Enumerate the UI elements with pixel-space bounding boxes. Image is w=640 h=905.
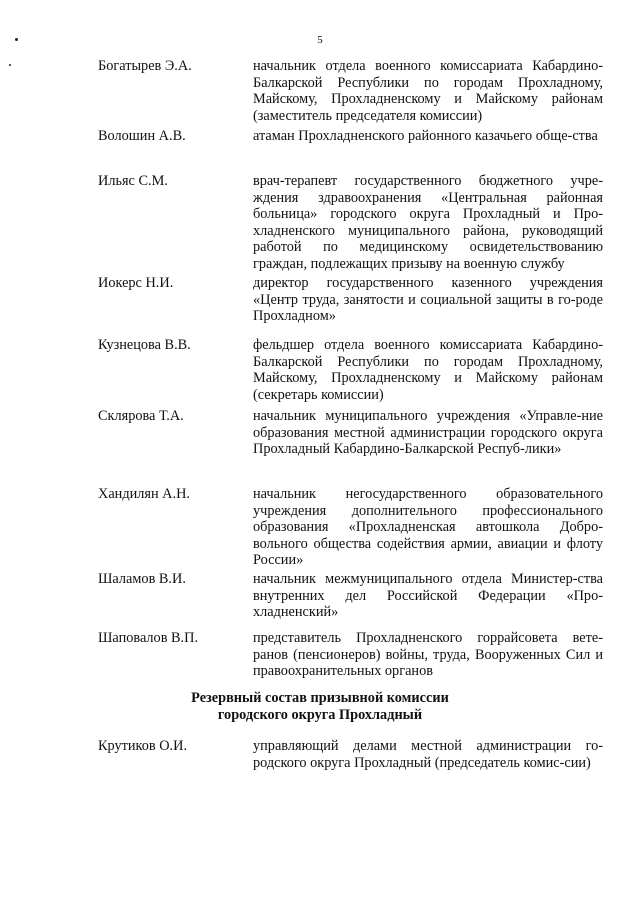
member-role: фельдшер отдела военного комиссариата Кабардино-Балкарской Республики по городам Прохладному, Майскому, Прохладненскому и Майскому районам (секретарь комиссии) (253, 337, 603, 403)
commission-member (98, 275, 603, 325)
member-role: врач-терапевт государственного бюджетного учре-ждения здравоохранения «Центральная районная больница» городского округа Прохладный и Про-хладненского муниципального района, руководящий работой по медицинскому освидетельствованию граждан, подлежащих призыву на военную службу (253, 173, 603, 272)
member-role: начальник муниципального учреждения «Управле-ние образования местной администрации городского округа Прохладный Кабардино-Балкарской Респуб-лики» (253, 408, 603, 457)
member-name: Кузнецова В.В. (98, 337, 191, 353)
commission-member (98, 173, 603, 272)
scan-speck (15, 38, 18, 41)
commission-member (98, 128, 603, 145)
member-name: Богатырев Э.А. (98, 58, 192, 74)
commission-member (98, 337, 603, 403)
reserve-heading-line-1: Резервный состав призывной комиссии (191, 690, 449, 706)
member-role: управляющий делами местной администрации го-родского округа Прохладный (председатель комис-сии) (253, 738, 603, 771)
member-name: Склярова Т.А. (98, 408, 184, 424)
reserve-section-heading (0, 690, 640, 724)
member-name: Волошин А.В. (98, 128, 186, 144)
commission-member (98, 571, 603, 621)
member-role: начальник отдела военного комиссариата Кабардино-Балкарской Республики по городам Прохладному, Майскому, Прохладненскому и Майскому районам (заместитель председателя комиссии) (253, 58, 603, 124)
member-name: Шаламов В.И. (98, 571, 186, 587)
commission-member (98, 630, 603, 680)
commission-member (98, 486, 603, 569)
member-role: представитель Прохладненского горрайсовета вете-ранов (пенсионеров) войны, труда, Вооруженных Сил и правоохранительных органов (253, 630, 603, 679)
member-name: Шаповалов В.П. (98, 630, 199, 646)
reserve-commission-member (98, 738, 603, 771)
member-name: Ильяс С.М. (98, 173, 168, 189)
commission-member (98, 408, 603, 458)
member-name: Крутиков О.И. (98, 738, 188, 754)
member-role: начальник межмуниципального отдела Министер-ства внутренних дел Российской Федерации «Про-хладненский» (253, 571, 603, 620)
commission-member (98, 58, 603, 124)
reserve-heading-line-2: городского округа Прохладный (217, 707, 423, 723)
member-name: Хандилян А.Н. (98, 486, 190, 502)
member-role: начальник негосударственного образовательного учреждения дополнительного профессионального образования «Прохладненская автошкола Добро-вольного общества содействия армии, авиации и флоту России» (253, 486, 603, 568)
member-role: директор государственного казенного учреждения «Центр труда, занятости и социальной защиты в го-роде Прохладном» (253, 275, 603, 324)
scan-speck (9, 64, 11, 66)
page-number: 5 (317, 34, 323, 46)
member-role: атаман Прохладненского районного казачьего обще-ства (253, 128, 598, 144)
member-name: Иокерс Н.И. (98, 275, 174, 291)
